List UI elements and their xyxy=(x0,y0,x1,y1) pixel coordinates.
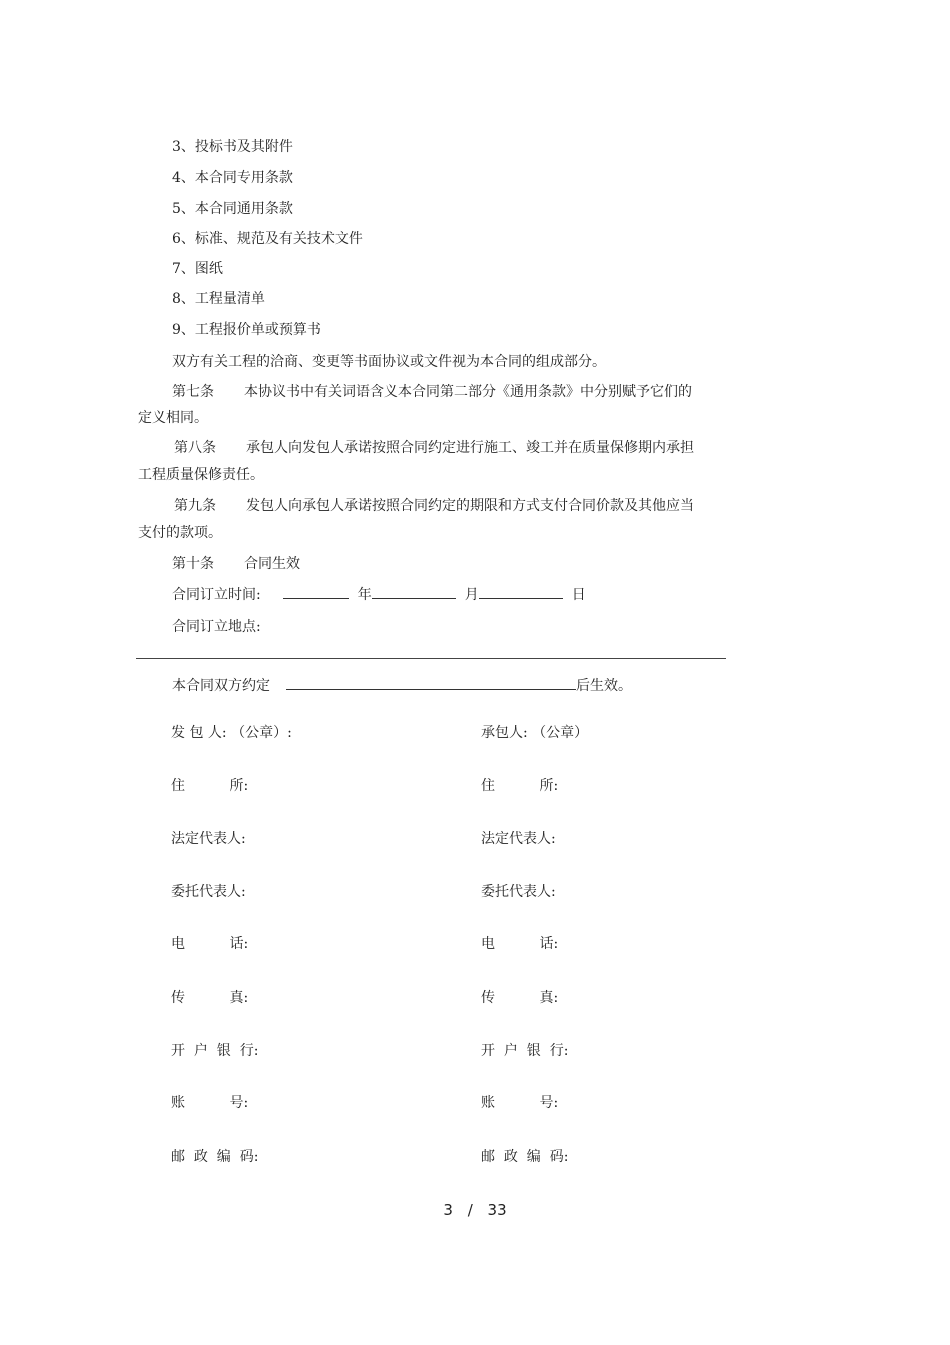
article-8 xyxy=(174,438,694,458)
party-row-bank xyxy=(0,1040,950,1062)
party-row-phone xyxy=(0,933,950,955)
list-number: 8 xyxy=(172,291,181,307)
day-blank[interactable] xyxy=(479,584,563,599)
article-label: 第十条 xyxy=(172,556,214,572)
list-item: 4、本合同专用条款 xyxy=(172,170,293,186)
list-number: 4 xyxy=(172,170,181,186)
list-item: 9、工程报价单或预算书 xyxy=(172,322,321,338)
contractor-phone-label: 电 话: xyxy=(481,936,559,952)
employer-fax-label: 传 真: xyxy=(171,990,249,1006)
list-text: 投标书及其附件 xyxy=(194,139,293,155)
contractor-address-label: 住 所: xyxy=(481,778,559,794)
employer-agent-label: 委托代表人: xyxy=(171,884,246,900)
employer-title: 发 包 人: （公章）: xyxy=(171,725,292,741)
contractor-legal-rep-label: 法定代表人: xyxy=(481,831,556,847)
page-number xyxy=(0,1201,950,1219)
list-number: 5 xyxy=(172,201,181,217)
party-row-fax xyxy=(0,987,950,1009)
employer-phone-label: 电 话: xyxy=(171,936,249,952)
party-row-postcode xyxy=(0,1146,950,1168)
article-label: 第七条 xyxy=(172,384,214,400)
article-9 xyxy=(174,496,694,516)
year-blank[interactable] xyxy=(283,584,349,599)
article-10 xyxy=(172,554,300,574)
page-total: 33 xyxy=(487,1201,507,1219)
employer-account-label: 账 号: xyxy=(171,1095,249,1111)
article-text: 承包人向发包人承诺按照合同约定进行施工、竣工并在质量保修期内承担 xyxy=(246,440,694,456)
article-7 xyxy=(172,382,692,402)
party-title-row xyxy=(0,722,950,744)
list-text: 标准、规范及有关技术文件 xyxy=(194,231,363,247)
day-label: 日 xyxy=(571,587,586,603)
contractor-postcode-label: 邮 政 编 码: xyxy=(481,1149,569,1165)
list-number: 9 xyxy=(172,322,181,338)
effect-blank[interactable] xyxy=(286,675,576,690)
sign-time-label: 合同订立时间: xyxy=(172,587,261,603)
list-item: 8、工程量清单 xyxy=(172,291,265,307)
employer-bank-label: 开 户 银 行: xyxy=(171,1043,259,1059)
sign-place-label: 合同订立地点: xyxy=(172,619,261,635)
month-blank[interactable] xyxy=(372,584,456,599)
sign-time-row xyxy=(172,584,586,605)
list-number: 6 xyxy=(172,231,181,247)
party-row-legal-rep xyxy=(0,828,950,850)
article-text: 合同生效 xyxy=(244,556,300,572)
page-current: 3 xyxy=(443,1201,453,1219)
contractor-bank-label: 开 户 银 行: xyxy=(481,1043,569,1059)
contractor-title: 承包人: （公章） xyxy=(481,725,589,741)
list-number: 7 xyxy=(172,261,181,277)
supplement-paragraph: 双方有关工程的洽商、变更等书面协议或文件视为本合同的组成部分。 xyxy=(172,354,606,370)
party-row-address xyxy=(0,775,950,797)
list-item: 7、图纸 xyxy=(172,261,223,277)
year-label: 年 xyxy=(357,587,372,603)
contractor-agent-label: 委托代表人: xyxy=(481,884,556,900)
list-text: 本合同专用条款 xyxy=(194,170,293,186)
list-item: 5、本合同通用条款 xyxy=(172,201,293,217)
article-label: 第八条 xyxy=(174,440,216,456)
page-separator: / xyxy=(467,1201,473,1219)
article-7-cont: 定义相同。 xyxy=(138,410,208,426)
month-label: 月 xyxy=(464,587,479,603)
list-number: 3 xyxy=(172,139,181,155)
list-text: 工程报价单或预算书 xyxy=(194,322,321,338)
employer-postcode-label: 邮 政 编 码: xyxy=(171,1149,259,1165)
list-text: 图纸 xyxy=(194,261,223,277)
effect-row xyxy=(172,675,632,696)
article-text: 本协议书中有关词语含义本合同第二部分《通用条款》中分别赋予它们的 xyxy=(244,384,692,400)
list-item: 3、投标书及其附件 xyxy=(172,139,293,155)
article-label: 第九条 xyxy=(174,498,216,514)
article-8-cont: 工程质量保修责任。 xyxy=(138,467,264,483)
list-text: 本合同通用条款 xyxy=(194,201,293,217)
contractor-fax-label: 传 真: xyxy=(481,990,559,1006)
effect-suffix: 后生效。 xyxy=(576,678,632,694)
party-row-agent xyxy=(0,881,950,903)
list-item: 6、标准、规范及有关技术文件 xyxy=(172,231,363,247)
contractor-account-label: 账 号: xyxy=(481,1095,559,1111)
employer-address-label: 住 所: xyxy=(171,778,249,794)
party-row-account xyxy=(0,1092,950,1114)
article-9-cont: 支付的款项。 xyxy=(138,525,222,541)
list-text: 工程量清单 xyxy=(194,291,265,307)
sign-place-blank[interactable] xyxy=(136,658,726,659)
article-text: 发包人向承包人承诺按照合同约定的期限和方式支付合同价款及其他应当 xyxy=(246,498,694,514)
effect-label: 本合同双方约定 xyxy=(172,678,270,694)
employer-legal-rep-label: 法定代表人: xyxy=(171,831,246,847)
